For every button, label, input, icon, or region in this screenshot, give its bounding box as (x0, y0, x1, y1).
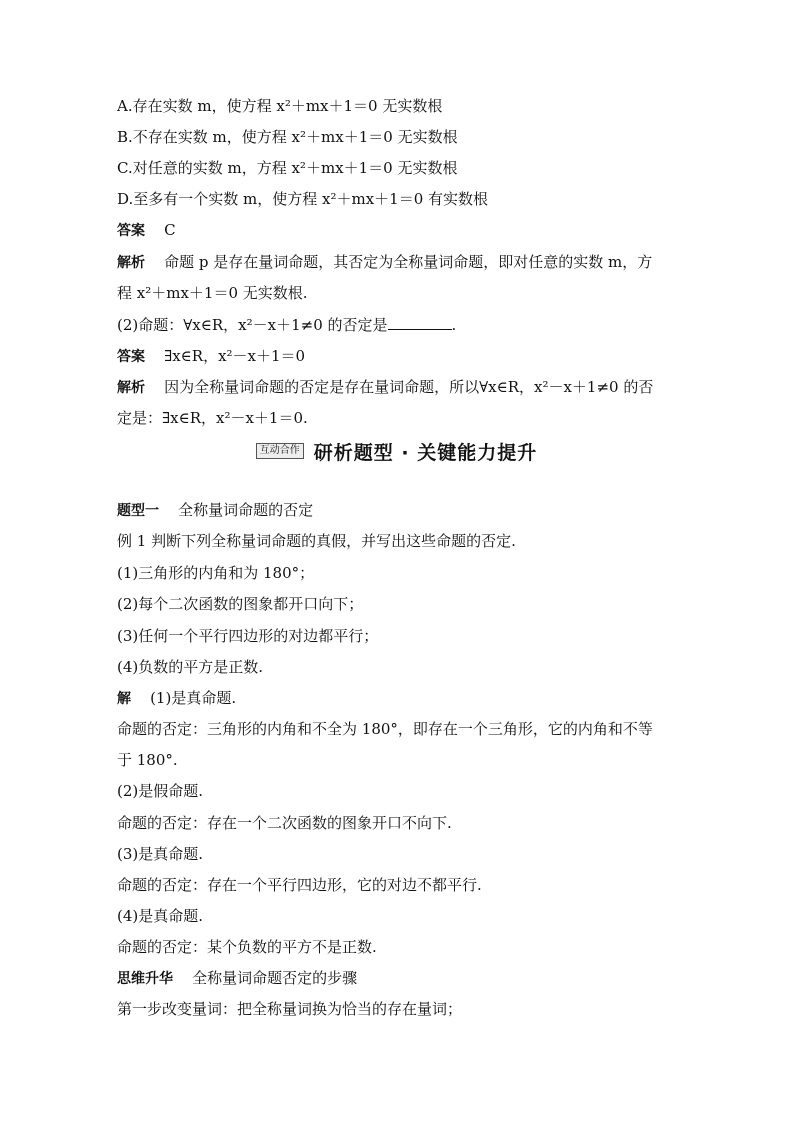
answer-label: 答案 (117, 349, 145, 365)
solution-text: (1)是真命题. (150, 689, 237, 707)
answer-text: C (164, 221, 176, 239)
question-2 (117, 315, 687, 335)
type-heading (117, 500, 687, 521)
answer-2 (117, 346, 687, 367)
type-text: 全称量词命题的否定 (178, 501, 314, 519)
analysis-text: 命题 p 是存在量词命题，其否定为全称量词命题，即对任意的实数 m，方 (164, 253, 653, 271)
solution-3-negation: 命题的否定：存在一个平行四边形，它的对边不都平行. (117, 876, 482, 894)
example-1: 例 1 判断下列全称量词命题的真假，并写出这些命题的否定. (117, 532, 516, 550)
example-1-item-3: (3)任何一个平行四边形的对边都平行； (117, 627, 379, 645)
section-banner (0, 437, 793, 465)
type-label: 题型一 (117, 503, 159, 519)
banner-tag: 互动合作 (256, 443, 304, 459)
solution-4-negation: 命题的否定：某个负数的平方不是正数. (117, 938, 377, 956)
solution-1 (117, 688, 687, 709)
solution-label: 解 (117, 691, 131, 707)
question-2-text: (2)命题：∀x∈R，x²－x＋1≠0 的否定是 (117, 316, 388, 334)
answer-text: ∃x∈R，x²－x＋1＝0 (164, 347, 306, 365)
solution-2: (2)是假命题. (117, 782, 204, 800)
analysis-text: 因为全称量词命题的否定是存在量词命题，所以∀x∈R，x²－x＋1≠0 的否 (164, 378, 654, 396)
example-1-item-1: (1)三角形的内角和为 180°； (117, 564, 315, 582)
analysis-label: 解析 (117, 380, 145, 396)
solution-3: (3)是真命题. (117, 845, 204, 863)
example-1-item-4: (4)负数的平方是正数. (117, 658, 264, 676)
question-2-end: . (451, 316, 457, 334)
analysis-2-line-1 (117, 377, 687, 398)
solution-4: (4)是真命题. (117, 907, 204, 925)
option-b: B.不存在实数 m，使方程 x²＋mx＋1＝0 无实数根 (117, 128, 458, 146)
solution-1-negation-2: 于 180°. (117, 751, 178, 769)
option-a: A.存在实数 m，使方程 x²＋mx＋1＝0 无实数根 (117, 97, 443, 115)
solution-1-negation-1: 命题的否定：三角形的内角和不全为 180°，即存在一个三角形，它的内角和不等 (117, 720, 653, 738)
answer-label: 答案 (117, 223, 145, 239)
summary-label: 思维升华 (117, 971, 173, 987)
banner-title: 研析题型 · 关键能力提升 (313, 441, 538, 464)
analysis-label: 解析 (117, 255, 145, 271)
option-c: C.对任意的实数 m，方程 x²＋mx＋1＝0 无实数根 (117, 159, 458, 177)
solution-2-negation: 命题的否定：存在一个二次函数的图象开口不向下. (117, 814, 452, 832)
answer-1 (117, 220, 687, 241)
analysis-2-line-2: 定是：∃x∈R，x²－x＋1＝0. (117, 409, 308, 427)
summary-text: 全称量词命题否定的步骤 (192, 969, 358, 987)
analysis-1-line-1 (117, 252, 687, 273)
answer-blank (388, 315, 452, 330)
option-d: D.至多有一个实数 m，使方程 x²＋mx＋1＝0 有实数根 (117, 190, 489, 208)
summary-heading (117, 968, 687, 989)
summary-step-1: 第一步改变量词：把全称量词换为恰当的存在量词； (117, 1000, 463, 1018)
example-1-item-2: (2)每个二次函数的图象都开口向下； (117, 595, 364, 613)
analysis-1-line-2: 程 x²＋mx＋1＝0 无实数根. (117, 284, 308, 302)
